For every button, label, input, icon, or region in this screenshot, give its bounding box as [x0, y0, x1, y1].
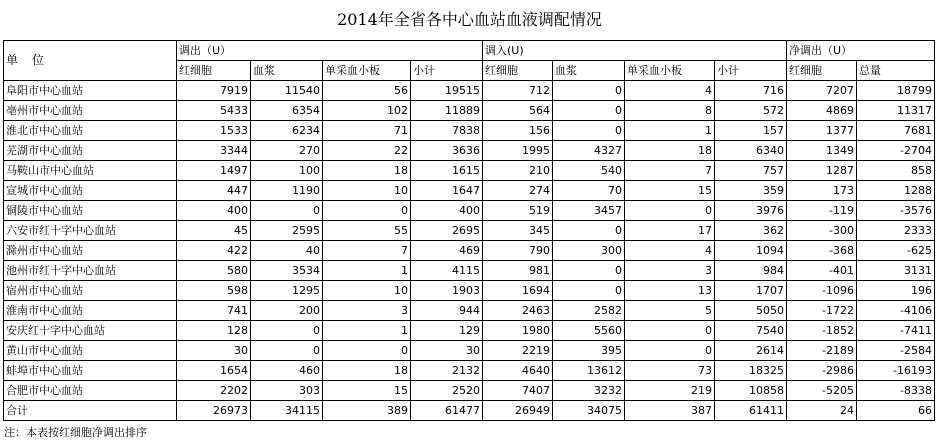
table-cell: 34115: [251, 401, 323, 421]
table-cell: 0: [553, 121, 625, 141]
table-cell: 580: [177, 261, 251, 281]
row-unit-name: 宿州市中心血站: [4, 281, 177, 301]
table-cell: 55: [323, 221, 411, 241]
table-cell: 3534: [251, 261, 323, 281]
table-cell: 359: [715, 181, 787, 201]
table-cell: 10: [323, 281, 411, 301]
col-header-out-subtotal: 小计: [411, 61, 483, 81]
table-cell: 540: [553, 161, 625, 181]
table-cell: 1694: [483, 281, 553, 301]
table-cell: -2584: [857, 341, 935, 361]
table-cell: 19515: [411, 81, 483, 101]
row-unit-name: 铜陵市中心血站: [4, 201, 177, 221]
table-cell: 1497: [177, 161, 251, 181]
table-row: [4, 381, 935, 401]
table-cell: 13612: [553, 361, 625, 381]
table-cell: 100: [251, 161, 323, 181]
table-cell: 0: [251, 341, 323, 361]
out-group-header: 调出（U）: [177, 41, 483, 61]
row-unit-name: 池州市红十字中心血站: [4, 261, 177, 281]
table-cell: 741: [177, 301, 251, 321]
table-row: [4, 261, 935, 281]
table-cell: -1852: [787, 321, 857, 341]
table-row: [4, 241, 935, 261]
table-cell: -368: [787, 241, 857, 261]
table-cell: 157: [715, 121, 787, 141]
row-unit-name: 马鞍山市中心血站: [4, 161, 177, 181]
table-cell: -300: [787, 221, 857, 241]
table-row: [4, 161, 935, 181]
table-cell: 18325: [715, 361, 787, 381]
table-cell: -119: [787, 201, 857, 221]
table-cell: 26973: [177, 401, 251, 421]
table-cell: 1647: [411, 181, 483, 201]
table-cell: 8: [625, 101, 715, 121]
table-row: [4, 401, 935, 421]
table-cell: 10858: [715, 381, 787, 401]
table-cell: 2219: [483, 341, 553, 361]
row-unit-name: 亳州市中心血站: [4, 101, 177, 121]
table-cell: 66: [857, 401, 935, 421]
table-cell: 0: [625, 201, 715, 221]
table-cell: 1707: [715, 281, 787, 301]
table-row: [4, 101, 935, 121]
table-cell: 1288: [857, 181, 935, 201]
table-cell: 11540: [251, 81, 323, 101]
row-unit-name: 合计: [4, 401, 177, 421]
table-cell: 3636: [411, 141, 483, 161]
table-cell: 3: [625, 261, 715, 281]
row-unit-name: 淮北市中心血站: [4, 121, 177, 141]
table-cell: 1995: [483, 141, 553, 161]
row-unit-name: 六安市红十字中心血站: [4, 221, 177, 241]
table-cell: 0: [251, 321, 323, 341]
table-cell: 519: [483, 201, 553, 221]
table-cell: 15: [625, 181, 715, 201]
header-row-groups: [4, 41, 935, 61]
table-cell: -4106: [857, 301, 935, 321]
table-cell: 1: [625, 121, 715, 141]
in-group-header: 调入(U): [483, 41, 787, 61]
table-cell: 40: [251, 241, 323, 261]
row-unit-name: 黄山市中心血站: [4, 341, 177, 361]
table-cell: 70: [553, 181, 625, 201]
table-cell: 387: [625, 401, 715, 421]
col-header-out-plasma: 血浆: [251, 61, 323, 81]
table-cell: 4640: [483, 361, 553, 381]
table-cell: 422: [177, 241, 251, 261]
table-cell: -5205: [787, 381, 857, 401]
table-cell: 7838: [411, 121, 483, 141]
table-cell: 7207: [787, 81, 857, 101]
table-row: [4, 121, 935, 141]
table-cell: 3976: [715, 201, 787, 221]
table-cell: 7: [625, 161, 715, 181]
table-cell: 34075: [553, 401, 625, 421]
table-row: [4, 141, 935, 161]
table-cell: 128: [177, 321, 251, 341]
table-cell: -625: [857, 241, 935, 261]
col-header-net-rbc: 红细胞: [787, 61, 857, 81]
table-cell: 156: [483, 121, 553, 141]
table-cell: 4: [625, 241, 715, 261]
table-cell: 303: [251, 381, 323, 401]
table-cell: 1615: [411, 161, 483, 181]
table-cell: -401: [787, 261, 857, 281]
table-cell: 0: [323, 341, 411, 361]
table-cell: 1903: [411, 281, 483, 301]
table-cell: 2695: [411, 221, 483, 241]
row-unit-name: 滁州市中心血站: [4, 241, 177, 261]
table-cell: 18: [323, 361, 411, 381]
table-cell: 210: [483, 161, 553, 181]
table-cell: 362: [715, 221, 787, 241]
table-cell: 598: [177, 281, 251, 301]
table-cell: 3457: [553, 201, 625, 221]
table-cell: 102: [323, 101, 411, 121]
table-cell: 7681: [857, 121, 935, 141]
table-cell: 13: [625, 281, 715, 301]
table-cell: 3232: [553, 381, 625, 401]
row-unit-name: 安庆红十字中心血站: [4, 321, 177, 341]
table-cell: -7411: [857, 321, 935, 341]
table-cell: -3576: [857, 201, 935, 221]
row-unit-name: 阜阳市中心血站: [4, 81, 177, 101]
table-cell: 30: [177, 341, 251, 361]
table-cell: 0: [553, 81, 625, 101]
table-cell: 274: [483, 181, 553, 201]
table-cell: 24: [787, 401, 857, 421]
table-cell: 2202: [177, 381, 251, 401]
table-cell: 2463: [483, 301, 553, 321]
table-cell: 400: [177, 201, 251, 221]
table-note: 注：本表按红细胞净调出排序: [4, 426, 147, 439]
table-row: [4, 221, 935, 241]
table-cell: -2986: [787, 361, 857, 381]
table-cell: 18: [625, 141, 715, 161]
table-cell: 18: [323, 161, 411, 181]
table-row: [4, 301, 935, 321]
table-cell: 4869: [787, 101, 857, 121]
table-cell: 572: [715, 101, 787, 121]
table-cell: 1980: [483, 321, 553, 341]
table-cell: 56: [323, 81, 411, 101]
table-row: [4, 341, 935, 361]
table-cell: 345: [483, 221, 553, 241]
table-cell: 3344: [177, 141, 251, 161]
table-cell: 11889: [411, 101, 483, 121]
table-cell: 15: [323, 381, 411, 401]
table-cell: 460: [251, 361, 323, 381]
table-cell: -1096: [787, 281, 857, 301]
table-cell: 4115: [411, 261, 483, 281]
table-cell: 73: [625, 361, 715, 381]
table-cell: 26949: [483, 401, 553, 421]
table-cell: 944: [411, 301, 483, 321]
table-cell: 712: [483, 81, 553, 101]
table-cell: 5560: [553, 321, 625, 341]
table-cell: 0: [251, 201, 323, 221]
col-header-in-platelet: 单采血小板: [625, 61, 715, 81]
table-cell: 7540: [715, 321, 787, 341]
table-cell: 3: [323, 301, 411, 321]
table-cell: 389: [323, 401, 411, 421]
table-cell: 7407: [483, 381, 553, 401]
table-cell: 447: [177, 181, 251, 201]
table-row: [4, 281, 935, 301]
table-row: [4, 361, 935, 381]
table-title: 2014年全省各中心血站血液调配情况: [337, 10, 602, 29]
table-cell: -8338: [857, 381, 935, 401]
table-cell: 10: [323, 181, 411, 201]
table-cell: 0: [625, 341, 715, 361]
table-cell: 1: [323, 321, 411, 341]
table-cell: 0: [553, 261, 625, 281]
unit-header: 单 位: [4, 41, 177, 81]
table-cell: -16193: [857, 361, 935, 381]
table-cell: 0: [553, 221, 625, 241]
col-header-out-rbc: 红细胞: [177, 61, 251, 81]
table-cell: 2614: [715, 341, 787, 361]
table-cell: 1: [323, 261, 411, 281]
table-cell: 17: [625, 221, 715, 241]
table-cell: -2704: [857, 141, 935, 161]
row-unit-name: 淮南市中心血站: [4, 301, 177, 321]
table-cell: 564: [483, 101, 553, 121]
table-cell: 173: [787, 181, 857, 201]
table-cell: 200: [251, 301, 323, 321]
table-cell: 1349: [787, 141, 857, 161]
table-cell: 0: [553, 281, 625, 301]
table-cell: 300: [553, 241, 625, 261]
col-header-in-rbc: 红细胞: [483, 61, 553, 81]
table-cell: 2582: [553, 301, 625, 321]
table-cell: 2520: [411, 381, 483, 401]
table-cell: 1654: [177, 361, 251, 381]
table-cell: 984: [715, 261, 787, 281]
table-cell: 757: [715, 161, 787, 181]
table-cell: 22: [323, 141, 411, 161]
col-header-in-plasma: 血浆: [553, 61, 625, 81]
table-cell: 1190: [251, 181, 323, 201]
table-cell: 858: [857, 161, 935, 181]
table-cell: 129: [411, 321, 483, 341]
table-row: [4, 81, 935, 101]
table-cell: 0: [323, 201, 411, 221]
table-cell: 61411: [715, 401, 787, 421]
table-cell: 3131: [857, 261, 935, 281]
table-cell: 716: [715, 81, 787, 101]
table-cell: 400: [411, 201, 483, 221]
col-header-net-total: 总量: [857, 61, 935, 81]
table-cell: 30: [411, 341, 483, 361]
table-row: [4, 181, 935, 201]
table-cell: 4: [625, 81, 715, 101]
col-header-out-platelet: 单采血小板: [323, 61, 411, 81]
table-cell: 5: [625, 301, 715, 321]
table-cell: 7919: [177, 81, 251, 101]
table-cell: 1295: [251, 281, 323, 301]
table-cell: 45: [177, 221, 251, 241]
table-cell: 5433: [177, 101, 251, 121]
table-cell: 1094: [715, 241, 787, 261]
table-cell: 6340: [715, 141, 787, 161]
col-header-in-subtotal: 小计: [715, 61, 787, 81]
table-cell: 270: [251, 141, 323, 161]
table-cell: -2189: [787, 341, 857, 361]
table-cell: 7: [323, 241, 411, 261]
table-cell: 395: [553, 341, 625, 361]
row-unit-name: 芜湖市中心血站: [4, 141, 177, 161]
table-cell: 1533: [177, 121, 251, 141]
table-cell: 981: [483, 261, 553, 281]
table-cell: 196: [857, 281, 935, 301]
table-cell: -1722: [787, 301, 857, 321]
table-cell: 2333: [857, 221, 935, 241]
table-cell: 1287: [787, 161, 857, 181]
row-unit-name: 宣城市中心血站: [4, 181, 177, 201]
net-group-header: 净调出（U）: [787, 41, 935, 61]
table-cell: 6234: [251, 121, 323, 141]
table-cell: 1377: [787, 121, 857, 141]
table-cell: 18799: [857, 81, 935, 101]
table-cell: 2595: [251, 221, 323, 241]
table-cell: 5050: [715, 301, 787, 321]
table-cell: 2132: [411, 361, 483, 381]
table-cell: 0: [553, 101, 625, 121]
table-cell: 71: [323, 121, 411, 141]
row-unit-name: 合肥市中心血站: [4, 381, 177, 401]
table-cell: 469: [411, 241, 483, 261]
table-cell: 61477: [411, 401, 483, 421]
table-row: [4, 201, 935, 221]
table-cell: 11317: [857, 101, 935, 121]
table-cell: 4327: [553, 141, 625, 161]
row-unit-name: 蚌埠市中心血站: [4, 361, 177, 381]
table-cell: 0: [625, 321, 715, 341]
table-cell: 6354: [251, 101, 323, 121]
table-cell: 219: [625, 381, 715, 401]
blood-allocation-table: [3, 40, 935, 421]
table-cell: 790: [483, 241, 553, 261]
table-row: [4, 321, 935, 341]
